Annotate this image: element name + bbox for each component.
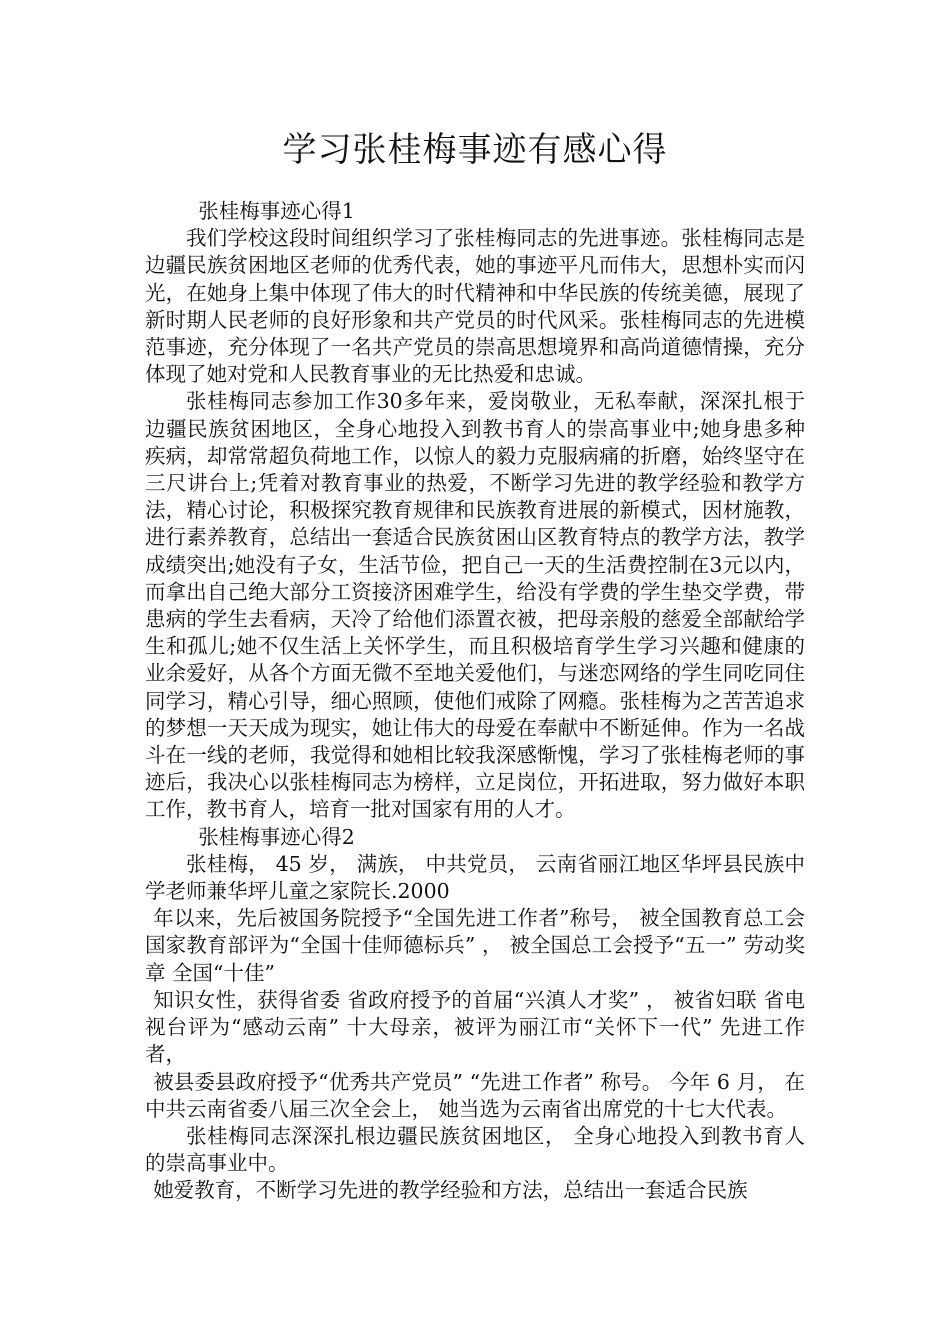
paragraph-honors-2: 知识女性，获得省委 省政府授予的首届“兴滇人才奖” ， 被省妇联 省电视台评为“感动云南” 十大母亲，被评为丽江市“关怀下一代” 先进工作者， [145, 987, 805, 1067]
document-title: 学习张桂梅事迹有感心得 [282, 130, 668, 170]
paragraph-profile: 张桂梅， 45 岁， 满族， 中共党员， 云南省丽江地区华坪县民族中学老师兼华坪儿童之家院长.2000 [145, 851, 805, 904]
paragraph-honors-3: 被县委县政府授予“优秀共产党员” “先进工作者” 称号。 今年 6 月， 在中共云南省委八届三次全会上， 她当选为云南省出席党的十七大代表。 [145, 1069, 805, 1121]
paragraph-honors-1: 年以来，先后被国务院授予“全国先进工作者”称号， 被全国教育总工会 国家教育部评为“全国十佳师德标兵” ， 被全国总工会授予“五一” 劳动奖章 全国“十佳” [145, 906, 805, 985]
section-heading-1: 张桂梅事迹心得1 [198, 199, 355, 223]
paragraph-deeds: 张桂梅同志参加工作30多年来，爱岗敬业，无私奉献，深深扎根于边疆民族贫困地区，全身心地投入到教书育人的崇高事业中;她身患多种疾病，却常常超负荷地工作，以惊人的毅力克服病痛的折磨，始终坚守在三尺讲台上;凭着对教育事业的热爱，不断学习先进的教学经验和教学方法，精心讨论，积极探究教育规律和民族教育进展的新模式，因材施教，进行素养教育，总结出一套适合民族贫困山区教育特点的教学方法，教学成绩突出;她没有子女，生活节俭，把自己一天的生活费控制在3元以内，而拿出自己绝大部分工资接济困难学生，给没有学费的学生垫交学费，带患病的学生去看病，天冷了给他们添置衣被，把母亲般的慈爱全部献给学生和孤儿;她不仅生活上关怀学生，而且积极培育学生学习兴趣和健康的业余爱好，从各个方面无微不至地关爱他们，与迷恋网络的学生同吃同住同学习，精心引导，细心照顾，使他们戒除了网瘾。张桂梅为之苦苦追求的梦想一天天成为现实，她让伟大的母爱在奉献中不断延伸。作为一名战斗在一线的老师，我觉得和她相比较我深感惭愧，学习了张桂梅老师的事迹后，我决心以张桂梅同志为榜样，立足岗位，开拓进取，努力做好本职工作，教书育人，培育一批对国家有用的人才。 [145, 389, 805, 822]
paragraph-teaching: 她爱教育，不断学习先进的教学经验和方法，总结出一套适合民族 [153, 1178, 748, 1203]
document-body [145, 198, 805, 1205]
paragraph-intro: 我们学校这段时间组织学习了张桂梅同志的先进事迹。张桂梅同志是边疆民族贫困地区老师的优秀代表，她的事迹平凡而伟大，思想朴实而闪光，在她身上集中体现了伟大的时代精神和中华民族的传统美德，展现了新时期人民老师的良好形象和共产党员的时代风采。张桂梅同志的先进模范事迹，充分体现了一名共产党员的崇高思想境界和高尚道德情操，充分体现了她对党和人民教育事业的无比热爱和忠诚。 [145, 226, 805, 387]
paragraph-rooted: 张桂梅同志深深扎根边疆民族贫困地区， 全身心地投入到教书育人的崇高事业中。 [145, 1123, 805, 1176]
section-heading-2: 张桂梅事迹心得2 [198, 824, 355, 849]
